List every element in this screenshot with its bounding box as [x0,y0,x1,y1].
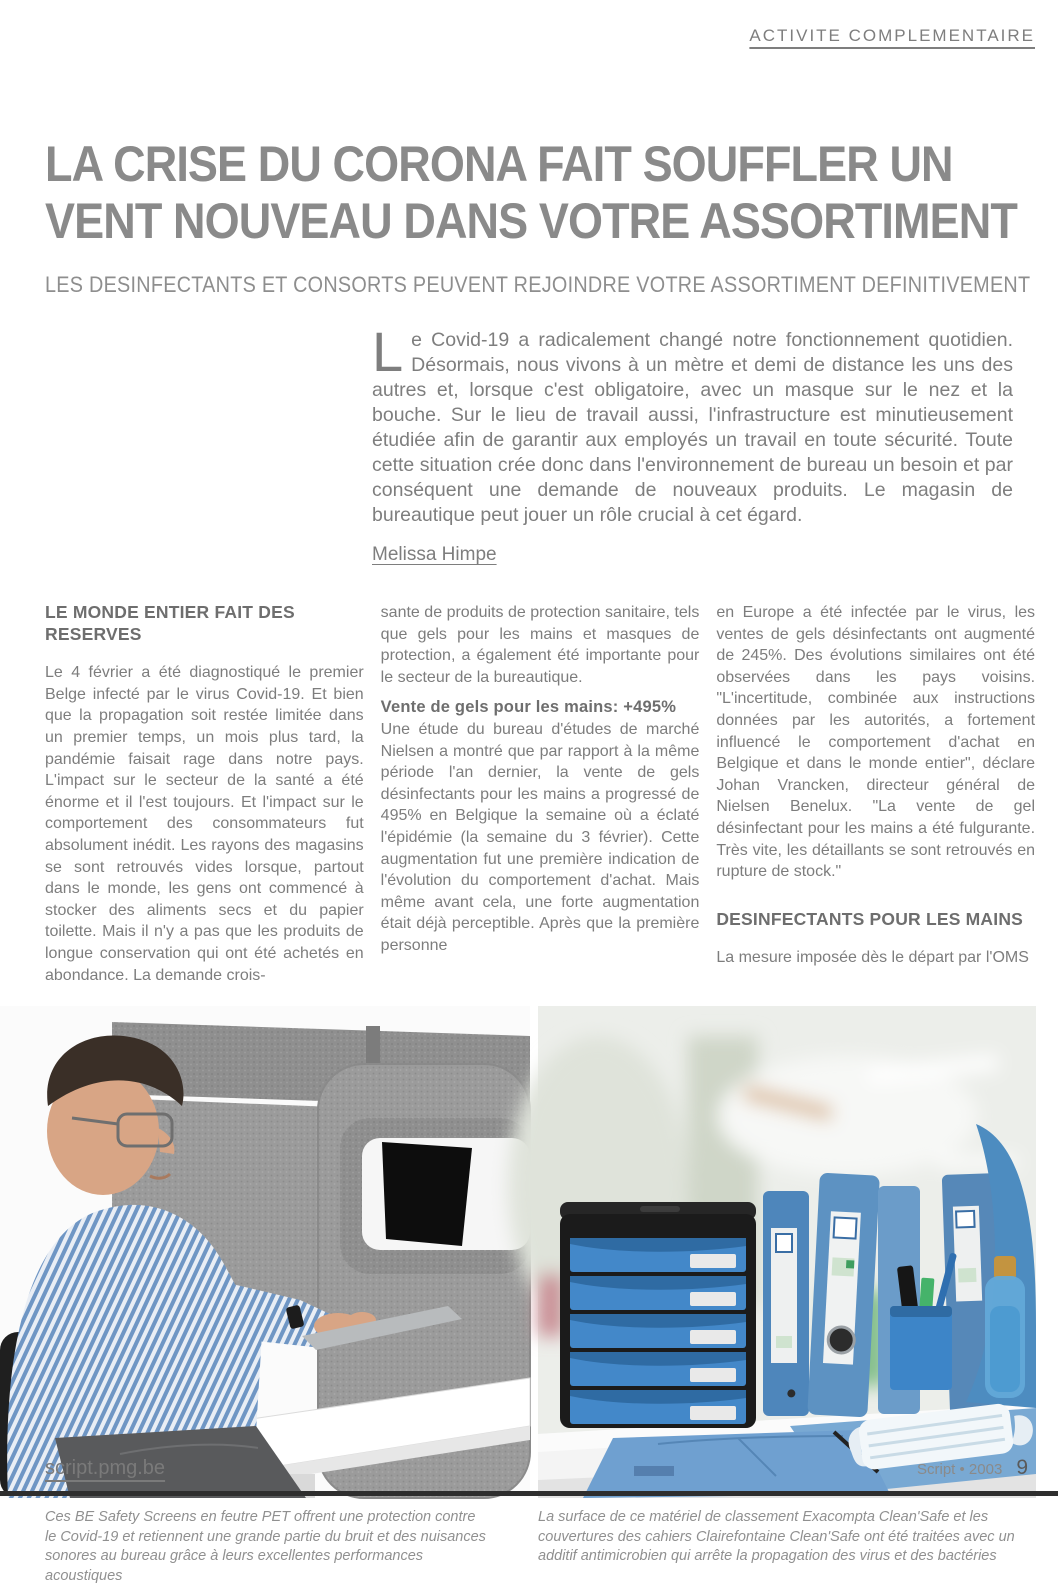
page-bottom-rule [0,1491,1058,1496]
caption-right: La surface de ce matériel de classement Exacompta Clean'Safe et les couvertures des cahiers Clairefontaine Clean'Safe ont été traitées avec un additif antimicrobien qui arrête la propagation des virus et des bactéries [538,1509,1015,1565]
title-line-1: LA CRISE DU CORONA FAIT SOUFFLER UN [45,136,953,192]
column-3-body-2: La mesure imposée dès le départ par l'OMS [716,949,1029,967]
lever-arch-binders [763,1172,1002,1418]
drawer-unit [560,1202,756,1428]
column-3 [716,602,1035,986]
column-3-heading: DESINFECTANTS POUR LES MAINS [716,908,1024,929]
column-2 [381,602,700,986]
column-2-body-1: sante de produits de protection sanitaire, tels que gels pour les mains et masques de protection, a également été importante pour le secteur de la bureautique. [380,604,700,686]
article-columns [45,602,1035,986]
cleansafe-photo-art [538,1006,1036,1498]
section-header [45,0,1035,46]
laptop-screen [382,1142,472,1246]
column-2-body-2: Une étude du bureau d'études de marché Nielsen a montré que par rapport à la même période l'an dernier, la vente de gels désinfectants pour les mains a progressé de 495% en Belgique la semaine où a éclaté l'épidémie (la semaine du 3 février). Cette augmentation fut une première indication de l'évolution du comportement d'achat. Mais même avant cela, une forte augmentation était déjà perceptible. Après que la première personne [380,720,700,954]
footer-issue-info [917,1456,1028,1480]
safety-screens-photo-art [0,1006,530,1498]
photo-cleansafe-products [538,1006,1058,1586]
caption-left: Ces BE Safety Screens en feutre PET offrent une protection contre le Covid-19 et retiennent une grande partie du bruit et des nuisances sonores au bureau grâce à leurs excellentes performances acoustiques [45,1509,486,1584]
page-footer [45,1456,1028,1480]
intro-text: e Covid-19 a radicalement changé notre fonctionnement quotidien. Désormais, nous vivons à un mètre et demi de distance les uns des autres et, lorsque c'est obligatoire, avec un masque sur le nez et la bouche. Sur le lieu de travail aussi, l'infrastructure est minutieusement étudiée afin de garantir aux employés un travail en toute sécurité. Toute cette situation crée donc dans l'environnement de bureau un besoin et par conséquent une demande de nouveaux produits. Le magasin de bureautique peut jouer un rôle crucial à cet égard. [372,329,1013,526]
photo-safety-screens [0,1006,530,1586]
author-byline: Melissa Himpe [372,544,497,565]
page-number: 9 [1016,1456,1028,1479]
article-title [45,136,1035,250]
column-1 [45,602,364,986]
intro-paragraph [372,320,1013,528]
column-1-body: Le 4 février a été diagnostiqué le premier Belge infecté par le virus Covid-19. Et bien que la propagation soit restée limitée dans un premier temps, un mois plus tard, la pandémie faisait rage dans notre pays. L'impact sur le secteur de la santé a été énorme et il l'est toujours. Et l'impact sur le comportement des consommateurs fut absolument inédit. Les rayons des magasins se sont retrouvés vides lorsque, partout dans le monde, les gens ont commencé à stocker des aliments secs et du papier toilette. Mais il n'y a pas que les produits de longue conservation qui ont été achetés en abondance. La demande crois- [45,664,364,984]
footer-website-link[interactable]: script.pmg.be [45,1457,166,1479]
photo-row [0,1006,1058,1586]
column-1-heading: LE MONDE ENTIER FAIT DES RESERVES [45,602,295,644]
column-2-subheading: Vente de gels pour les mains: +495% [380,698,677,717]
column-3-body-1: en Europe a été infectée par le virus, les ventes de gels désinfectants ont augmenté de 245%. Des évolutions similaires ont été observées dans les pays voisins. "L'incertitude, combinée aux instructions données par les autorités, a fortement influencé le comportement d'achat en Belgique et dans le monde entier", déclare Johan Vrancken, directeur général de Nielsen Benelux. "La vente de gel désinfectant pour les mains a été fulgurante. Très vite, les détaillants se sont retrouvés en rupture de stock." [716,604,1036,881]
article-subtitle: LES DESINFECTANTS ET CONSORTS PEUVENT REJOINDRE VOTRE ASSORTIMENT DEFINITIVEMENT [45,272,1031,297]
dropcap: L [372,320,404,383]
issue-label: Script • 2003 [917,1461,1003,1478]
title-line-2: VENT NOUVEAU DANS VOTRE ASSORTIMENT [45,193,1017,249]
section-header-label: ACTIVITE COMPLEMENTAIRE [749,26,1035,45]
